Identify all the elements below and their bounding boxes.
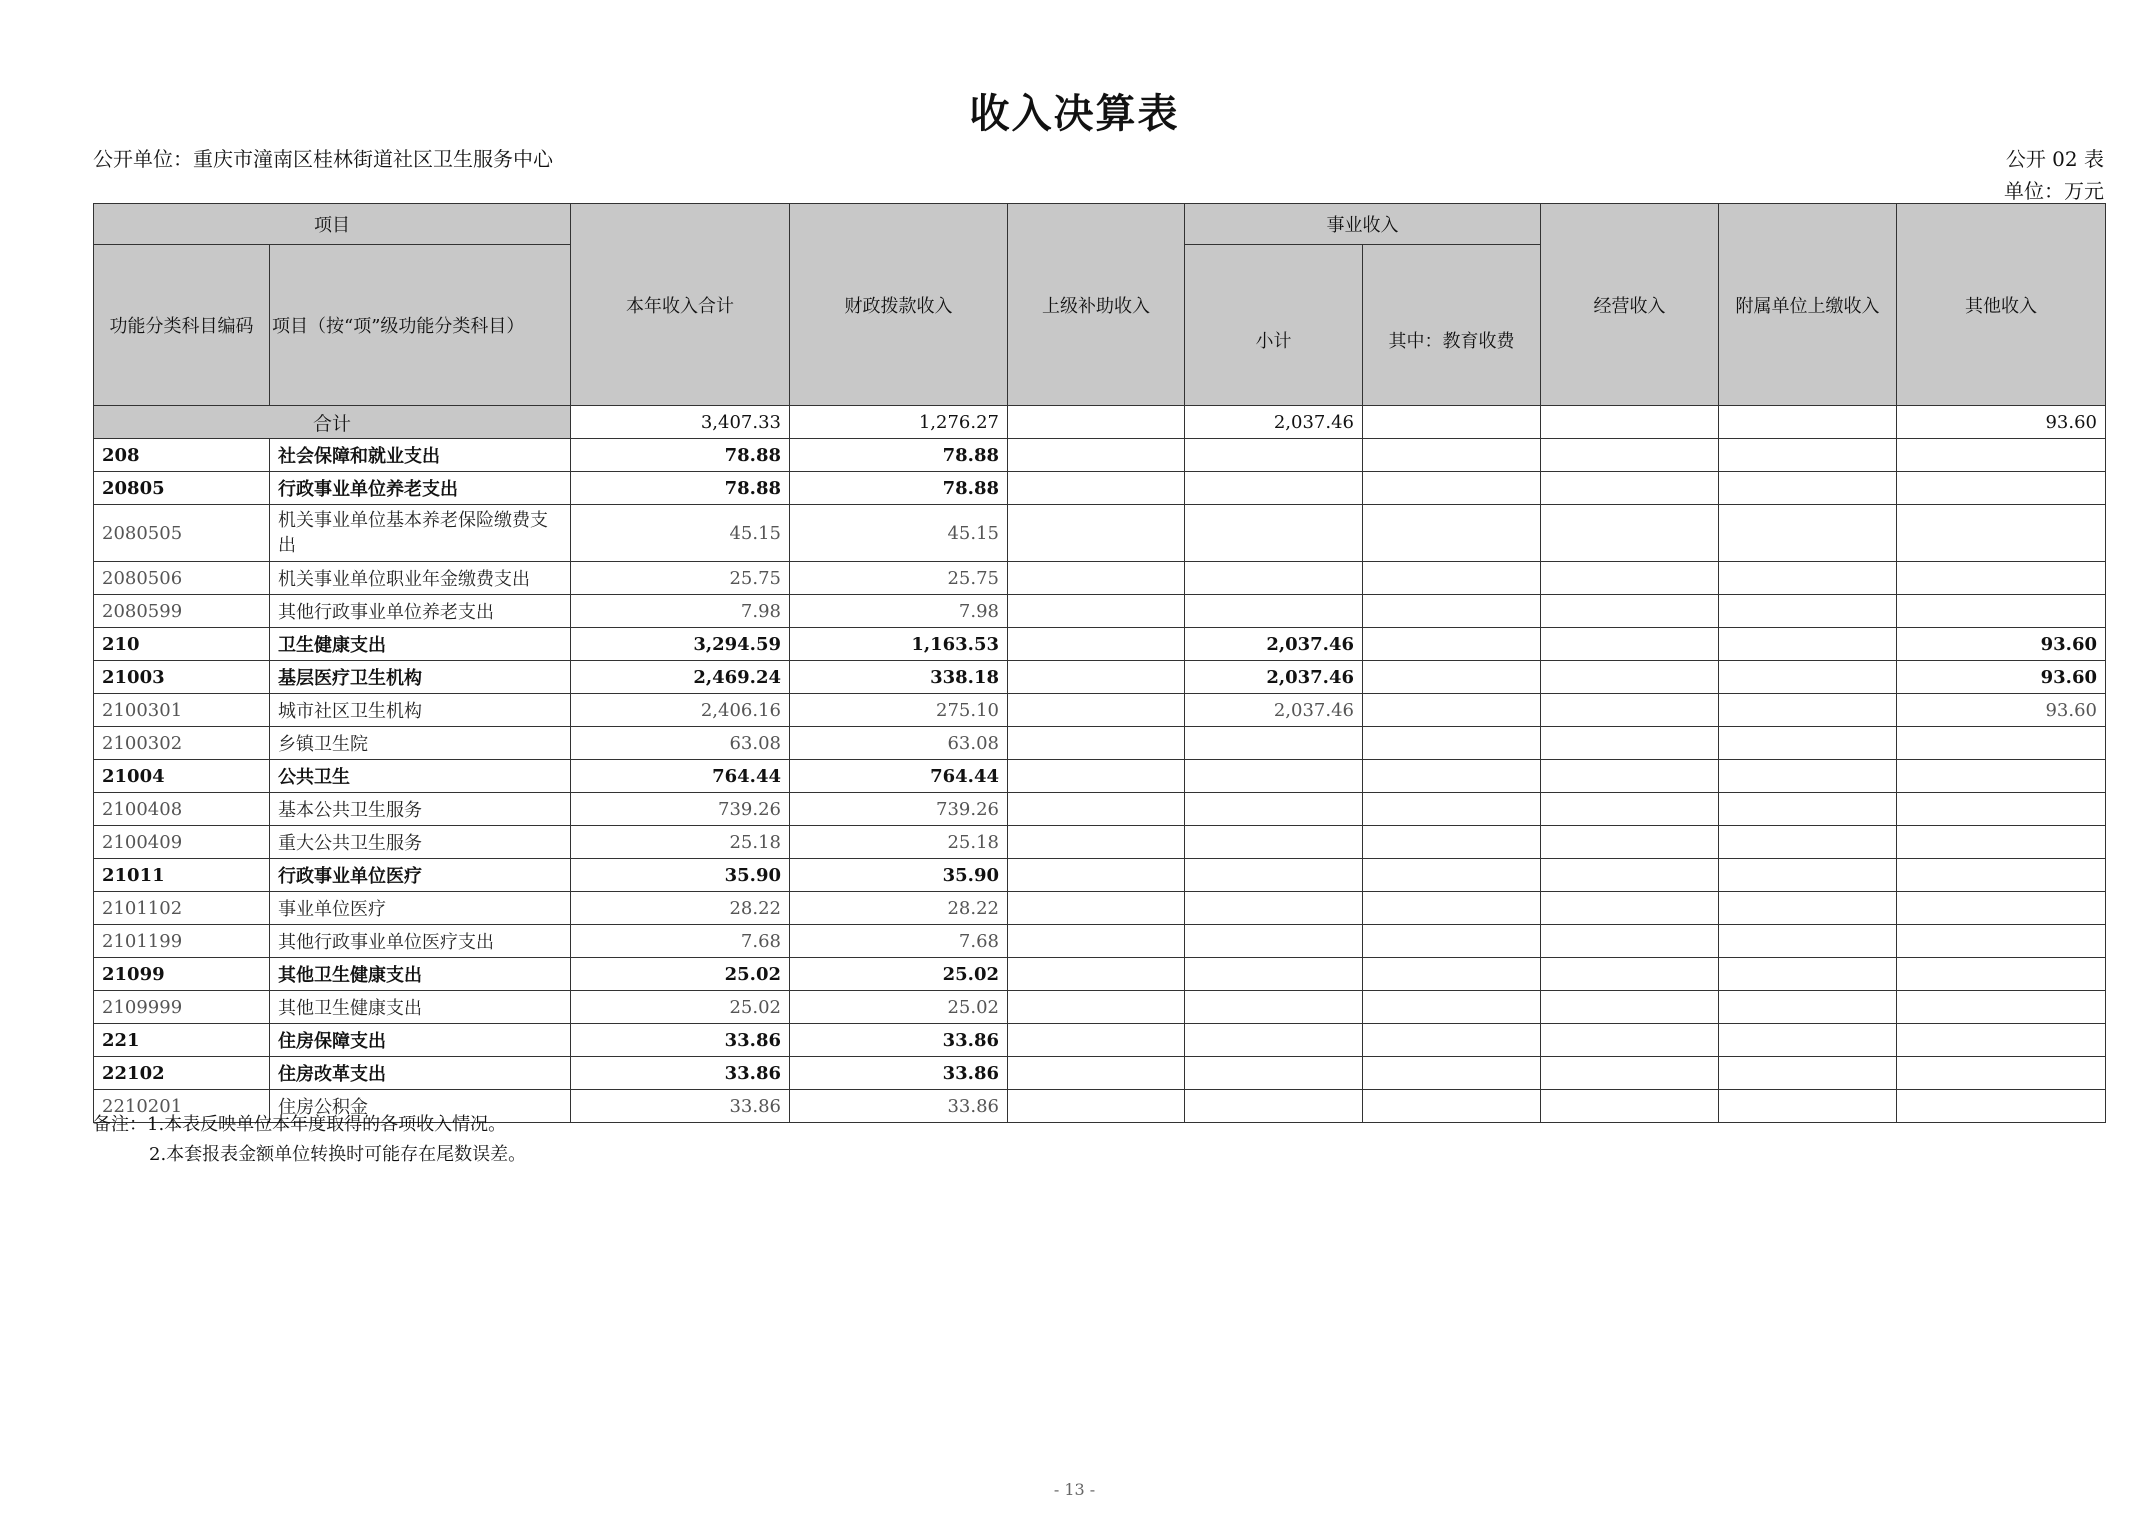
row-code: 21099 [94,958,270,991]
row-affiliated [1719,472,1897,505]
row-superior [1008,439,1185,472]
row-code: 2210201 [94,1090,270,1123]
row-fiscal: 35.90 [790,859,1008,892]
row-code: 210 [94,628,270,661]
row-education [1363,1024,1541,1057]
row-other: 93.60 [1897,694,2106,727]
row-affiliated [1719,760,1897,793]
row-total: 35.90 [571,859,790,892]
row-fiscal: 7.68 [790,925,1008,958]
row-other [1897,760,2106,793]
row-other [1897,439,2106,472]
row-fiscal: 338.18 [790,661,1008,694]
row-superior [1008,1024,1185,1057]
row-operating [1541,1090,1719,1123]
row-fiscal: 33.86 [790,1057,1008,1090]
header-project-name: 项目（按“项”级功能分类科目） [270,245,571,406]
row-name: 住房改革支出 [270,1057,571,1090]
row-total: 2,406.16 [571,694,790,727]
row-code: 20805 [94,472,270,505]
row-operating [1541,694,1719,727]
row-name: 机关事业单位基本养老保险缴费支出 [270,505,571,562]
row-education [1363,892,1541,925]
row-superior [1008,793,1185,826]
row-name: 社会保障和就业支出 [270,439,571,472]
row-superior [1008,472,1185,505]
row-subtotal [1185,793,1363,826]
row-code: 221 [94,1024,270,1057]
table-row [94,595,2106,628]
table-row [94,793,2106,826]
row-subtotal [1185,505,1363,562]
row-superior [1008,991,1185,1024]
row-fiscal: 25.02 [790,958,1008,991]
row-superior [1008,925,1185,958]
row-operating [1541,925,1719,958]
row-superior [1008,958,1185,991]
row-total: 25.02 [571,991,790,1024]
row-code: 2100301 [94,694,270,727]
row-fiscal: 63.08 [790,727,1008,760]
row-total: 33.86 [571,1057,790,1090]
reporting-unit: 公开单位：重庆市潼南区桂林街道社区卫生服务中心 [93,147,553,171]
row-subtotal [1185,958,1363,991]
row-operating [1541,958,1719,991]
row-subtotal [1185,439,1363,472]
row-education [1363,760,1541,793]
row-education [1363,505,1541,562]
form-code: 公开 02 表 [2005,147,2104,171]
row-other [1897,925,2106,958]
row-code: 2101199 [94,925,270,958]
row-other [1897,727,2106,760]
total-subtotal: 2,037.46 [1185,406,1363,439]
table-row [94,925,2106,958]
table-row [94,562,2106,595]
row-total: 78.88 [571,472,790,505]
row-operating [1541,727,1719,760]
row-affiliated [1719,727,1897,760]
table-row [94,505,2106,562]
row-name: 乡镇卫生院 [270,727,571,760]
row-operating [1541,1057,1719,1090]
row-education [1363,991,1541,1024]
row-subtotal [1185,859,1363,892]
row-fiscal: 764.44 [790,760,1008,793]
notes [93,1110,526,1170]
row-fiscal: 78.88 [790,472,1008,505]
row-fiscal: 33.86 [790,1090,1008,1123]
row-other: 93.60 [1897,661,2106,694]
row-affiliated [1719,562,1897,595]
row-superior [1008,760,1185,793]
row-name: 其他卫生健康支出 [270,958,571,991]
form-info [2004,143,2104,207]
row-education [1363,958,1541,991]
row-operating [1541,760,1719,793]
row-fiscal: 275.10 [790,694,1008,727]
row-code: 2080599 [94,595,270,628]
row-affiliated [1719,826,1897,859]
row-subtotal [1185,472,1363,505]
table-row [94,694,2106,727]
row-operating [1541,826,1719,859]
row-other [1897,562,2106,595]
row-code: 2100409 [94,826,270,859]
row-total: 25.18 [571,826,790,859]
row-total: 33.86 [571,1024,790,1057]
row-name: 基层医疗卫生机构 [270,661,571,694]
row-education [1363,727,1541,760]
row-code: 2080506 [94,562,270,595]
row-other: 93.60 [1897,628,2106,661]
row-code: 21011 [94,859,270,892]
note-2: 2.本套报表金额单位转换时可能存在尾数误差。 [149,1144,527,1165]
header-fiscal: 财政拨款收入 [790,204,1008,406]
income-table [93,203,2106,1123]
row-education [1363,562,1541,595]
row-subtotal [1185,892,1363,925]
row-superior [1008,859,1185,892]
row-operating [1541,793,1719,826]
row-code: 2100408 [94,793,270,826]
header-subtotal: 小计 [1185,245,1363,406]
row-total: 7.68 [571,925,790,958]
row-name: 其他卫生健康支出 [270,991,571,1024]
row-fiscal: 78.88 [790,439,1008,472]
row-total: 63.08 [571,727,790,760]
row-subtotal [1185,1090,1363,1123]
total-label: 合计 [94,406,571,439]
row-other [1897,859,2106,892]
row-subtotal: 2,037.46 [1185,661,1363,694]
row-fiscal: 1,163.53 [790,628,1008,661]
row-other [1897,793,2106,826]
row-name: 重大公共卫生服务 [270,826,571,859]
row-education [1363,1057,1541,1090]
row-operating [1541,595,1719,628]
table-row [94,958,2106,991]
table-row [94,991,2106,1024]
row-fiscal: 28.22 [790,892,1008,925]
row-name: 住房公积金 [270,1090,571,1123]
row-total: 33.86 [571,1090,790,1123]
row-affiliated [1719,595,1897,628]
row-affiliated [1719,859,1897,892]
row-fiscal: 25.75 [790,562,1008,595]
row-subtotal [1185,760,1363,793]
row-education [1363,925,1541,958]
row-subtotal: 2,037.46 [1185,694,1363,727]
table-row [94,472,2106,505]
row-affiliated [1719,694,1897,727]
table-row [94,760,2106,793]
row-other [1897,595,2106,628]
row-operating [1541,472,1719,505]
row-education [1363,595,1541,628]
table-row [94,892,2106,925]
header-total-income: 本年收入合计 [571,204,790,406]
row-name: 行政事业单位医疗 [270,859,571,892]
header-affiliated: 附属单位上缴收入 [1719,204,1897,406]
table-row [94,439,2106,472]
row-superior [1008,1057,1185,1090]
row-other [1897,991,2106,1024]
table-row [94,1057,2106,1090]
row-operating [1541,562,1719,595]
row-superior [1008,505,1185,562]
row-superior [1008,628,1185,661]
row-total: 25.02 [571,958,790,991]
table-row [94,859,2106,892]
row-operating [1541,505,1719,562]
row-affiliated [1719,1024,1897,1057]
row-subtotal [1185,595,1363,628]
row-subtotal [1185,1024,1363,1057]
row-code: 21003 [94,661,270,694]
row-subtotal: 2,037.46 [1185,628,1363,661]
total-education [1363,406,1541,439]
row-other [1897,1024,2106,1057]
row-superior [1008,694,1185,727]
row-fiscal: 33.86 [790,1024,1008,1057]
row-superior [1008,892,1185,925]
row-total: 78.88 [571,439,790,472]
row-name: 其他行政事业单位医疗支出 [270,925,571,958]
row-name: 机关事业单位职业年金缴费支出 [270,562,571,595]
row-operating [1541,859,1719,892]
currency-unit: 单位：万元 [2004,179,2104,203]
row-superior [1008,826,1185,859]
header-project: 项目 [94,204,571,245]
row-affiliated [1719,1057,1897,1090]
total-superior [1008,406,1185,439]
header-superior: 上级补助收入 [1008,204,1185,406]
row-affiliated [1719,628,1897,661]
row-total: 3,294.59 [571,628,790,661]
total-income: 3,407.33 [571,406,790,439]
header-other: 其他收入 [1897,204,2106,406]
header-func-code: 功能分类科目编码 [94,245,270,406]
row-fiscal: 739.26 [790,793,1008,826]
row-education [1363,661,1541,694]
row-subtotal [1185,991,1363,1024]
row-other [1897,958,2106,991]
row-code: 2101102 [94,892,270,925]
row-education [1363,472,1541,505]
row-total: 2,469.24 [571,661,790,694]
row-code: 2080505 [94,505,270,562]
row-code: 2109999 [94,991,270,1024]
row-name: 住房保障支出 [270,1024,571,1057]
row-superior [1008,1090,1185,1123]
row-operating [1541,439,1719,472]
row-superior [1008,661,1185,694]
table-row [94,1024,2106,1057]
row-total: 739.26 [571,793,790,826]
row-code: 2100302 [94,727,270,760]
row-operating [1541,1024,1719,1057]
row-education [1363,439,1541,472]
row-education [1363,694,1541,727]
row-operating [1541,628,1719,661]
row-subtotal [1185,925,1363,958]
row-other [1897,826,2106,859]
page-title: 收入决算表 [969,90,1180,137]
row-fiscal: 25.18 [790,826,1008,859]
table-row [94,661,2106,694]
row-operating [1541,892,1719,925]
row-total: 25.75 [571,562,790,595]
row-education [1363,826,1541,859]
row-name: 基本公共卫生服务 [270,793,571,826]
row-subtotal [1185,826,1363,859]
row-subtotal [1185,727,1363,760]
row-other [1897,892,2106,925]
row-total: 764.44 [571,760,790,793]
row-name: 卫生健康支出 [270,628,571,661]
row-total: 7.98 [571,595,790,628]
row-education [1363,628,1541,661]
row-name: 其他行政事业单位养老支出 [270,595,571,628]
table-row [94,727,2106,760]
total-row [94,406,2106,439]
row-superior [1008,562,1185,595]
row-superior [1008,727,1185,760]
row-operating [1541,991,1719,1024]
row-operating [1541,661,1719,694]
header-education: 其中：教育收费 [1363,245,1541,406]
row-fiscal: 45.15 [790,505,1008,562]
row-name: 公共卫生 [270,760,571,793]
row-name: 行政事业单位养老支出 [270,472,571,505]
row-education [1363,859,1541,892]
row-education [1363,793,1541,826]
table-row [94,826,2106,859]
row-total: 28.22 [571,892,790,925]
total-other: 93.60 [1897,406,2106,439]
row-superior [1008,595,1185,628]
note-1: 备注：1.本表反映单位本年度取得的各项收入情况。 [93,1114,507,1135]
page-number: - 13 - [1053,1480,1096,1499]
row-total: 45.15 [571,505,790,562]
row-affiliated [1719,505,1897,562]
total-affiliated [1719,406,1897,439]
row-subtotal [1185,562,1363,595]
row-education [1363,1090,1541,1123]
row-affiliated [1719,892,1897,925]
row-affiliated [1719,439,1897,472]
row-affiliated [1719,793,1897,826]
total-operating [1541,406,1719,439]
row-code: 208 [94,439,270,472]
row-affiliated [1719,925,1897,958]
row-name: 城市社区卫生机构 [270,694,571,727]
row-other [1897,505,2106,562]
row-other [1897,472,2106,505]
total-fiscal: 1,276.27 [790,406,1008,439]
header-operating: 经营收入 [1541,204,1719,406]
row-code: 22102 [94,1057,270,1090]
row-affiliated [1719,1090,1897,1123]
row-code: 21004 [94,760,270,793]
row-other [1897,1057,2106,1090]
row-affiliated [1719,661,1897,694]
row-fiscal: 25.02 [790,991,1008,1024]
row-fiscal: 7.98 [790,595,1008,628]
row-other [1897,1090,2106,1123]
row-affiliated [1719,991,1897,1024]
header-business: 事业收入 [1185,204,1541,245]
table-row [94,628,2106,661]
row-affiliated [1719,958,1897,991]
row-subtotal [1185,1057,1363,1090]
row-name: 事业单位医疗 [270,892,571,925]
